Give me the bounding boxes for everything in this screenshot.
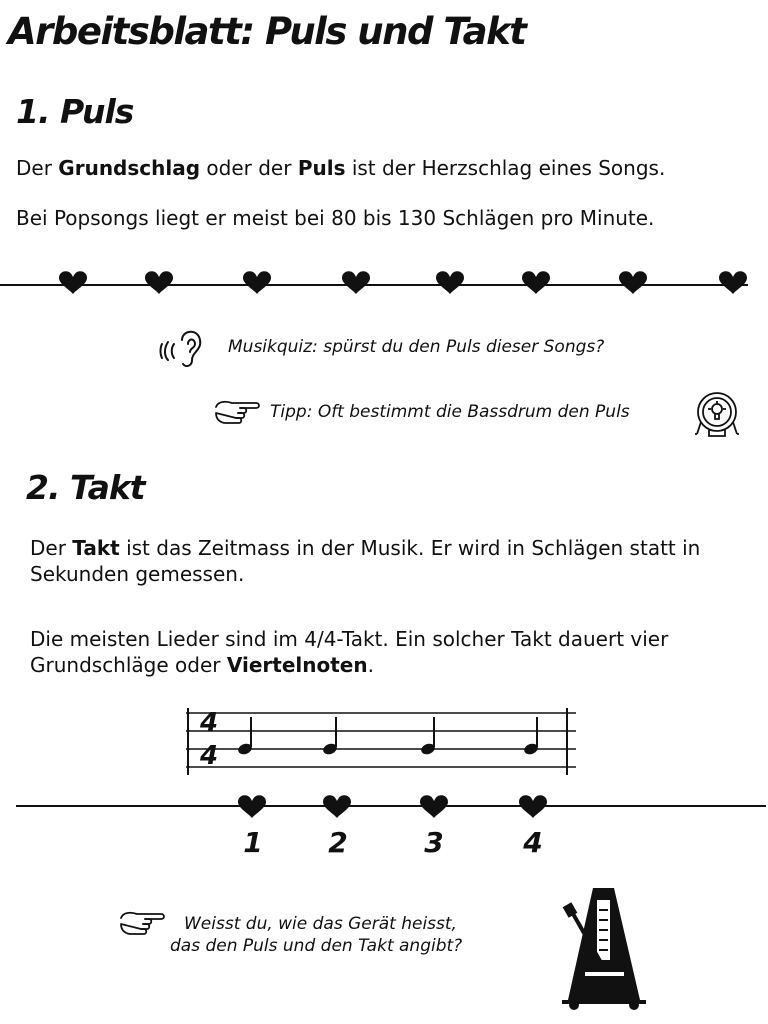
heart-icon	[719, 271, 747, 294]
heart-icon	[420, 795, 448, 818]
section-heading-takt: 2. Takt	[26, 468, 145, 507]
term-puls: Puls	[297, 156, 346, 180]
pointing-hand-icon	[121, 913, 164, 934]
hearts-row	[59, 271, 747, 294]
takt-definition: Der Takt ist das Zeitmass in der Musik. Er wird in Schlägen statt in Sekunden gemessen.	[30, 536, 701, 586]
heart-icon	[145, 271, 173, 294]
music-quiz-text: Musikquiz: spürst du den Puls dieser Songs?	[228, 337, 605, 357]
ear-icon	[161, 332, 201, 366]
question-line-2: das den Puls und den Takt angibt?	[170, 936, 463, 956]
heart-icon	[323, 795, 351, 818]
heart-icon	[238, 795, 266, 818]
bass-drum-icon	[695, 393, 739, 436]
term-takt: Takt	[72, 536, 120, 560]
heart-icon	[436, 271, 464, 294]
time-signature-top: 4	[200, 708, 219, 738]
question-line-1: Weisst du, wie das Gerät heisst,	[184, 914, 457, 934]
beat-number-3: 3	[424, 826, 444, 859]
heart-icon	[619, 271, 647, 294]
beat-number-4: 4	[523, 826, 543, 859]
heart-icon	[519, 795, 547, 818]
heart-icon	[522, 271, 550, 294]
heart-icon	[342, 271, 370, 294]
heart-icon	[243, 271, 271, 294]
metronome-icon	[562, 888, 646, 1010]
page-title: Arbeitsblatt: Puls und Takt	[8, 10, 526, 53]
puls-definition: Der Grundschlag oder der Puls ist der Herzschlag eines Songs.	[16, 156, 666, 180]
time-signature-bottom: 4	[200, 741, 219, 771]
puls-tempo-info: Bei Popsongs liegt er meist bei 80 bis 130 Schlägen pro Minute.	[16, 206, 655, 230]
beat-number-1: 1	[243, 826, 263, 859]
four-four-info: Die meisten Lieder sind im 4/4-Takt. Ein solcher Takt dauert vier Grundschläge oder Viertelnoten.	[30, 627, 669, 677]
tip-text: Tipp: Oft bestimmt die Bassdrum den Puls	[270, 402, 630, 422]
term-viertelnoten: Viertelnoten	[226, 653, 368, 677]
heart-icon	[59, 271, 87, 294]
quarter-notes	[237, 717, 540, 756]
music-staff	[186, 708, 576, 775]
pointing-hand-icon	[216, 402, 259, 423]
term-grundschlag: Grundschlag	[58, 156, 201, 180]
section-heading-puls: 1. Puls	[16, 92, 134, 131]
beat-number-2: 2	[328, 826, 348, 859]
